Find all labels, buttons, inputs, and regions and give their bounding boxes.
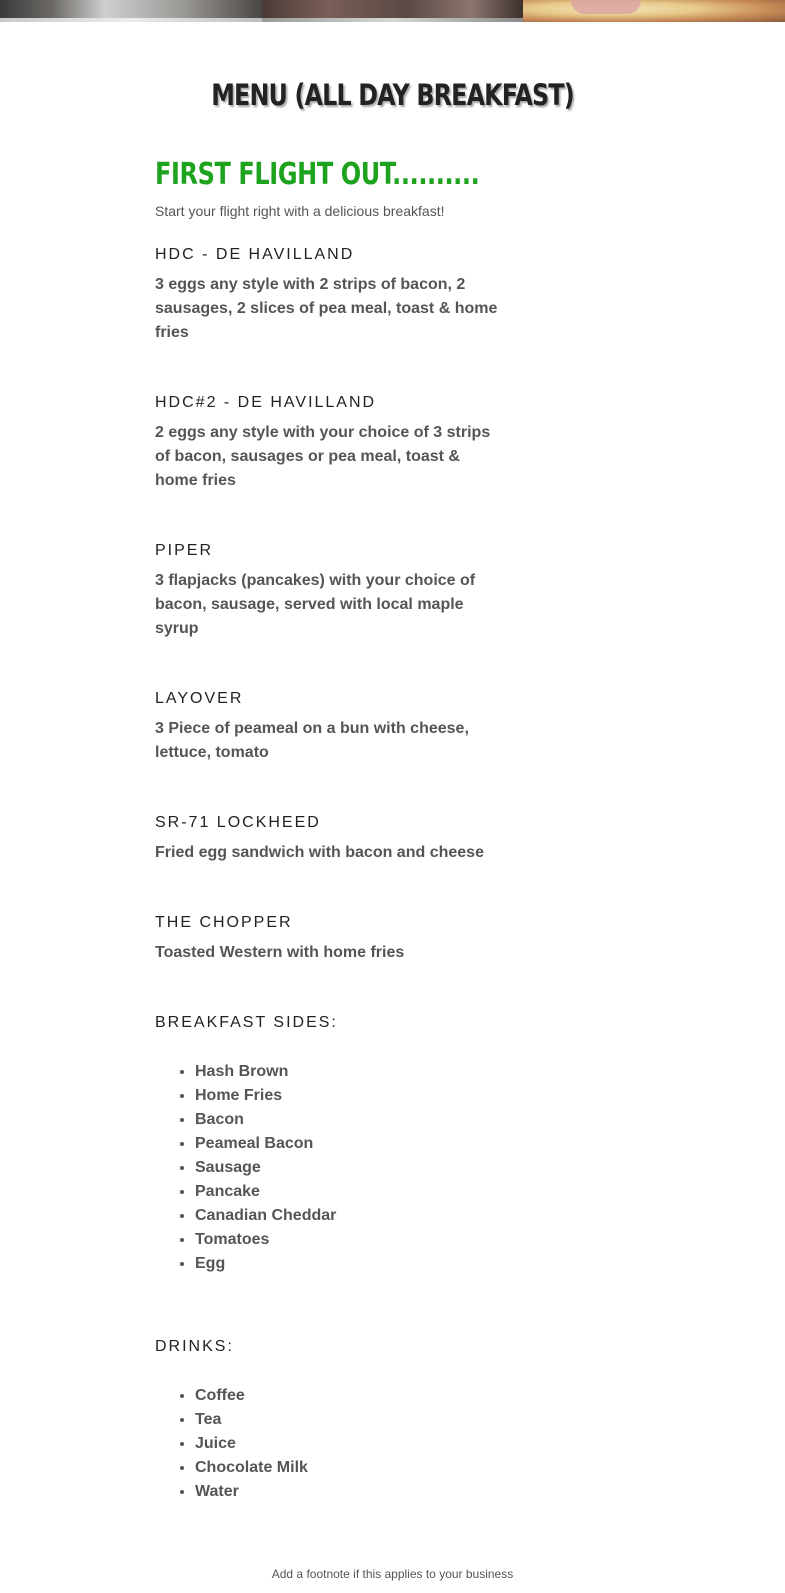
menu-item-description: 3 flapjacks (pancakes) with your choice of bacon, sausage, served with local maple syrup — [155, 572, 476, 637]
menu-item-description: 3 eggs any style with 2 strips of bacon, 2 sausages, 2 slices of pea meal, toast & home fries — [155, 276, 498, 341]
drinks-list — [155, 1384, 500, 1504]
menu-item — [155, 689, 500, 765]
menu-item-name: HDC#2 - DE HAVILLAND — [155, 394, 377, 411]
list-item: • Juice — [195, 1432, 500, 1456]
menu-item-name: LAYOVER — [155, 690, 244, 707]
menu-item — [155, 245, 500, 345]
menu-item-description: Fried egg sandwich with bacon and cheese — [155, 844, 484, 861]
menu-item-description: Toasted Western with home fries — [155, 944, 405, 961]
grill-photo — [262, 0, 524, 22]
menu-item-description: 3 Piece of peameal on a bun with cheese, lettuce, tomato — [155, 720, 469, 761]
kitchen-photo — [0, 0, 262, 22]
menu-item-name: PIPER — [155, 542, 214, 559]
list-item: • Egg — [195, 1252, 500, 1276]
section-title: FIRST FLIGHT OUT.......... — [155, 157, 480, 192]
header-photo-strip — [0, 0, 785, 22]
breakfast-sides-list — [155, 1060, 500, 1276]
list-item: • Coffee — [195, 1384, 500, 1408]
menu-item — [155, 541, 500, 641]
list-item: • Pancake — [195, 1180, 500, 1204]
list-item: • Canadian Cheddar — [195, 1204, 500, 1228]
section-subtitle: Start your flight right with a delicious breakfast! — [155, 203, 445, 219]
list-item: • Hash Brown — [195, 1060, 500, 1084]
list-item: • Sausage — [195, 1156, 500, 1180]
menu-item-name: SR-71 LOCKHEED — [155, 814, 321, 831]
menu-item-description: 2 eggs any style with your choice of 3 strips of bacon, sausages or pea meal, toast & home fries — [155, 424, 491, 489]
menu-item — [155, 393, 500, 493]
menu-item-name: THE CHOPPER — [155, 914, 293, 931]
drinks-section — [155, 1337, 500, 1504]
list-item: • Home Fries — [195, 1084, 500, 1108]
breakfast-sides-section — [155, 1013, 500, 1276]
menu-item-name: HDC - DE HAVILLAND — [155, 246, 355, 263]
list-item: • Chocolate Milk — [195, 1456, 500, 1480]
breakfast-sides-title: BREAKFAST SIDES: — [155, 1014, 338, 1031]
list-item: • Water — [195, 1480, 500, 1504]
list-item: • Peameal Bacon — [195, 1132, 500, 1156]
drinks-title: DRINKS: — [155, 1338, 234, 1355]
breakfast-plate-photo — [523, 0, 785, 22]
menu-title: MENU (ALL DAY BREAKFAST) — [211, 78, 574, 112]
menu-item — [155, 813, 500, 865]
footnote: Add a footnote if this applies to your business — [271, 1567, 514, 1581]
list-item: • Bacon — [195, 1108, 500, 1132]
list-item: • Tomatoes — [195, 1228, 500, 1252]
list-item: • Tea — [195, 1408, 500, 1432]
menu-item — [155, 913, 500, 965]
